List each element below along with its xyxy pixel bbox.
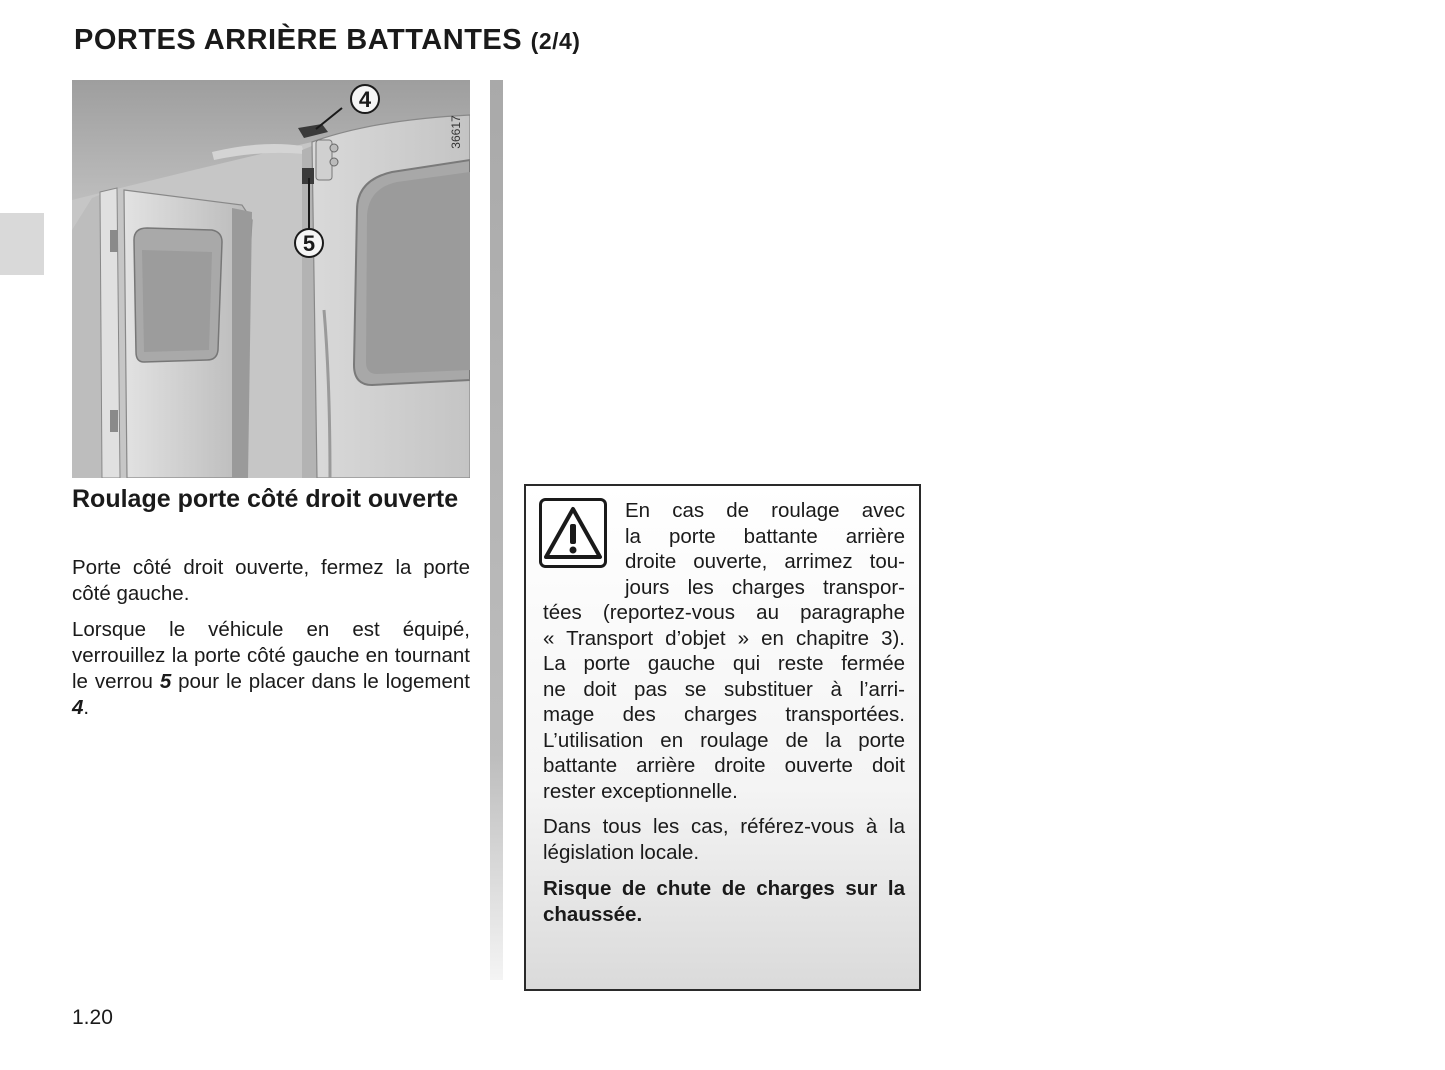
warning-line: tées (reportez-vous au paragraphe (543, 601, 905, 624)
section-paragraph-1: Porte côté droit ouverte, fermez la porte côté gauche. (72, 556, 470, 605)
warning-line: ne doit pas se substituer à l’arri- (543, 677, 905, 701)
column-divider (490, 80, 503, 980)
chapter-side-tab (0, 213, 44, 275)
warning-line: « Transport d’objet » en chapitre 3). (543, 626, 905, 650)
callout-5: 5 (302, 231, 316, 256)
warning-line: rester exceptionnelle. (543, 779, 738, 803)
section-heading: Roulage porte côté droit ouverte (72, 485, 459, 513)
warning-box (524, 484, 921, 991)
warning-line: La porte gauche qui reste fermée (543, 652, 905, 675)
warning-line: droite ouverte, arrimez tou- (625, 550, 905, 573)
warning-line: la porte battante arrière (625, 524, 905, 548)
warning-line: L’utilisation en roulage de la porte (543, 728, 905, 752)
warning-main-text (543, 498, 905, 804)
warning-line: jours les charges transpor- (625, 575, 905, 599)
para2-ref-5: 5 (159, 670, 172, 693)
page-title-suffix: (2/4) (530, 28, 581, 54)
callout-4: 4 (358, 87, 372, 112)
para2-ref-4: 4 (72, 696, 84, 719)
page-number: 1.20 (72, 1006, 113, 1029)
para2-text-3: . (83, 696, 90, 719)
para2-text-1: Lorsque le véhicule en est équipé, verrouillez la porte côté gauche en tournant le verrou (72, 618, 470, 693)
figure-reference-code: 36617 (449, 115, 463, 149)
section-paragraph-2 (72, 617, 470, 721)
warning-paragraph-2: Dans tous les cas, référez-vous à la législation locale. (543, 815, 905, 864)
warning-line: En cas de roulage avec (625, 499, 905, 522)
warning-line: mage des charges transportées. (543, 703, 905, 726)
page-title (74, 24, 580, 57)
rear-doors-illustration (72, 80, 470, 478)
warning-paragraph-3: Risque de chute de charges sur la chaussée. (543, 877, 905, 926)
page-title-text: PORTES ARRIÈRE BATTANTES (74, 24, 523, 56)
warning-line: battante arrière droite ouverte doit (543, 754, 905, 777)
para2-text-2: pour le placer dans le logement (171, 670, 470, 693)
